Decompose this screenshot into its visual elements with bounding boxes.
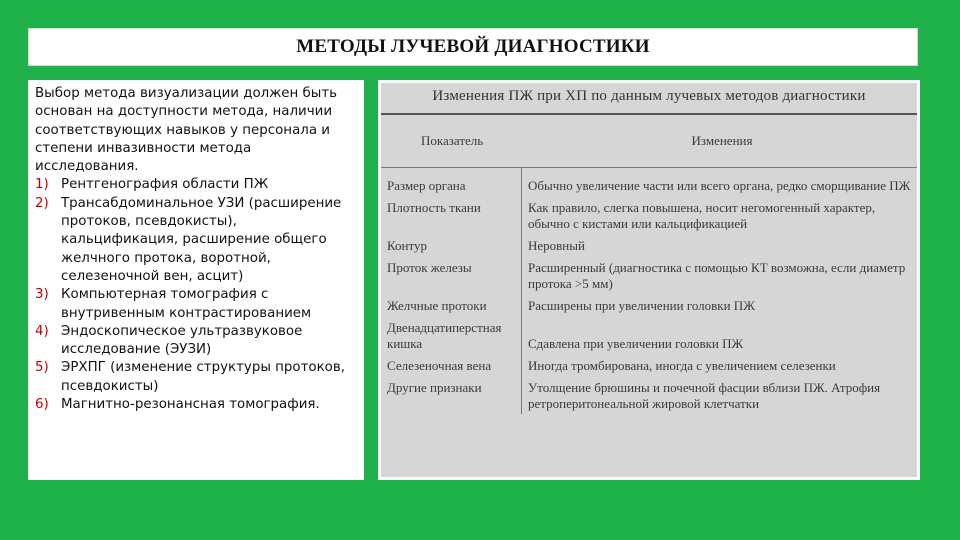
method-text: Рентгенография области ПЖ — [61, 177, 269, 193]
row-change: Иногда тромбирована, иногда с увеличением селезенки — [528, 358, 836, 373]
table-row — [381, 294, 917, 316]
row-change: Как правило, слегка повышена, носит негомогенный характер, обычно с кистами или кальцификацией — [528, 200, 876, 231]
row-change: Сдавлена при увеличении головки ПЖ — [528, 336, 744, 351]
method-text: ЭРХПГ (изменение структуры протоков, псевдокисты) — [61, 360, 346, 394]
row-parameter: Другие признаки — [381, 376, 522, 414]
row-change: Утолщение брюшины и почечной фасции вблизи ПЖ. Атрофия ретроперитонеальной жировой клетчатки — [528, 380, 881, 411]
method-item — [35, 323, 358, 360]
scanned-table-box — [378, 80, 920, 480]
table-row — [381, 256, 917, 294]
method-text: Эндоскопическое ультразвуковое исследование (ЭУЗИ) — [61, 323, 303, 358]
table-row — [381, 316, 917, 354]
row-change: Неровный — [528, 238, 585, 253]
header-parameter: Показатель — [381, 114, 522, 168]
method-number: 3) — [35, 287, 49, 303]
table-header-row — [381, 114, 917, 168]
method-item — [35, 176, 358, 194]
row-parameter: Плотность ткани — [381, 196, 522, 234]
methods-text-box — [28, 80, 364, 480]
method-number: 4) — [35, 323, 49, 339]
method-text: Трансабдоминальное УЗИ (расширение протоков, псевдокисты), кальцификация, расширение общего желчного протока, воротной, селезеночной вен, асцит) — [61, 195, 342, 284]
row-parameter: Желчные протоки — [381, 294, 522, 316]
table-row — [381, 354, 917, 376]
table-row — [381, 174, 917, 196]
row-parameter: Проток железы — [381, 256, 522, 294]
method-text: Компьютерная томография с внутривенным контрастированием — [61, 287, 312, 321]
row-parameter: Размер органа — [381, 174, 522, 196]
method-number: 6) — [35, 397, 49, 413]
row-change: Расширенный (диагностика с помощью КТ возможна, если диаметр протока >5 мм) — [528, 260, 906, 291]
row-parameter: Селезеночная вена — [381, 354, 522, 376]
header-changes: Изменения — [522, 114, 918, 168]
scan-table-title: Изменения ПЖ при ХП по данным лучевых методов диагностики — [432, 88, 866, 104]
title-box — [28, 28, 918, 66]
method-item — [35, 286, 358, 323]
method-item — [35, 396, 358, 414]
row-change: Обычно увеличение части или всего органа, редко сморщивание ПЖ — [528, 178, 911, 193]
method-item — [35, 195, 358, 286]
intro-text: Выбор метода визуализации должен быть основан на доступности метода, наличии соответствующих навыков у персонала и степени инвазивности метода исследования. — [35, 86, 338, 175]
table-row — [381, 376, 917, 414]
method-number: 2) — [35, 195, 49, 211]
table-row — [381, 234, 917, 256]
method-number: 5) — [35, 360, 49, 376]
method-number: 1) — [35, 177, 49, 193]
slide-title: МЕТОДЫ ЛУЧЕВОЙ ДИАГНОСТИКИ — [296, 36, 650, 57]
method-text: Магнитно-резонансная томография. — [61, 397, 320, 413]
table-row — [381, 196, 917, 234]
scanned-table-image — [381, 83, 917, 477]
row-parameter: Контур — [381, 234, 522, 256]
method-item — [35, 359, 358, 396]
row-change: Расширены при увеличении головки ПЖ — [528, 298, 755, 313]
row-parameter: Двенадцатиперстная кишка — [381, 316, 522, 354]
methods-list — [35, 176, 358, 414]
scan-table — [381, 113, 917, 414]
